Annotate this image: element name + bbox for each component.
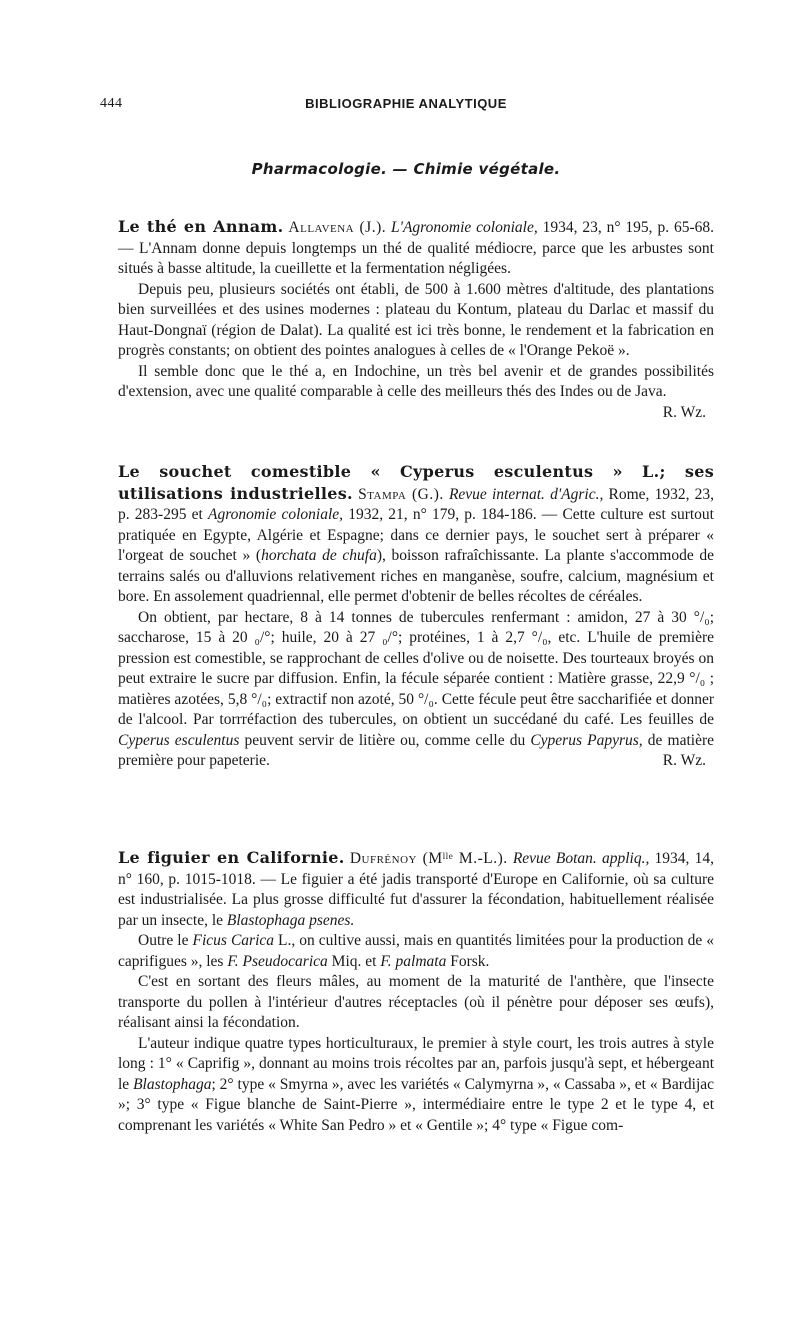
entry-text: Forsk. — [446, 952, 490, 970]
entry-text: ), boisson rafraîchissante. La plante s'accommode de terrains salés ou d'alluvions relativement riches en manganèse, soufre, calcium, magnésium et bore. En assolement quadriennal, elle permet d'obtenir de belles récoltes de céréales. — [118, 547, 714, 605]
entry-italic: F. palmata — [380, 952, 447, 970]
entry-italic: Blastophaga — [133, 1075, 212, 1093]
entry-paragraph — [118, 462, 714, 608]
entry-title: Le thé en Annam. — [118, 217, 284, 236]
entry-signature: R. Wz. — [662, 752, 706, 769]
entry-paragraph: Depuis peu, plusieurs sociétés ont établi, de 500 à 1.600 mètres d'altitude, des plantations bien surveillées et des usines modernes : plateau du Kontum, plateau du Darlac et massif du Haut-Dongnaï (région de Dalat). La qualité est ici très bonne, le rendement et la fabrication en progrès constants; on obtient des pointes analogues à celles de « l'Orange Pekoë ». — [118, 280, 714, 359]
entry-text: Il semble donc que le thé a, en Indochine, un très bel avenir et de grandes possibilités d'extension, avec une qualité comparable à celle des meilleurs thés des Indes ou de Java. — [118, 362, 714, 400]
entry-journal: L'Agronomie coloniale, — [391, 219, 538, 236]
entry-author: Allavena (J.). — [288, 219, 387, 236]
entry-paragraph: C'est en sortant des fleurs mâles, au moment de la maturité de l'anthère, que l'insecte transporte du pollen à l'intérieur d'autres réceptacles (où il pénètre pour déposer ses œufs), réalisant ainsi la fécondation. — [118, 973, 714, 1031]
entry-signature: R. Wz. — [662, 403, 706, 421]
entry-title: Le souchet comestible « Cyperus esculentus » L.; ses utilisations industrielles. — [118, 462, 714, 503]
entry-citation: 1932, 21, n° 179, p. 184-186. — [343, 506, 537, 523]
running-head — [100, 96, 712, 118]
bibliography-entry-souchet — [118, 462, 714, 772]
entry-author: Stampa (G.). — [358, 485, 444, 503]
entry-title: Le figuier en Californie. — [118, 848, 345, 867]
entry-text: — L'Annam donne depuis longtemps un thé de qualité médiocre, parce que les arbustes sont situés à basse altitude, la cueillette et la fermentation négligées. — [118, 239, 714, 277]
entry-paragraph — [118, 848, 714, 931]
entry-italic: F. Pseudocarica — [227, 952, 328, 970]
bibliography-entry-tea-annam — [118, 217, 714, 423]
entry-text: L., on cultive aussi, mais en quantités limitées pour la production de « caprifigues », les — [118, 932, 714, 970]
section-heading: Pharmacologie. — Chimie végétale. — [251, 160, 561, 178]
entry-paragraph — [118, 608, 714, 772]
entry-text: ; 2° type « Smyrna », avec les variétés « Calymyrna », « Cassaba », et « Bardijac »; 3° type « Figue blanche de Saint-Pierre », intermédiaire entre le type 2 et le type 4, et comprenant les variétés « White San Pedro » et « Gentile »; 4° type « Figue com- — [118, 1075, 715, 1134]
entry-citation: 1934, 14, n° 160, p. 1015-1018. — [118, 850, 715, 888]
entry-journal: Revue internat. d'Agric., — [448, 485, 604, 503]
entry-text: peuvent servir de litière ou, comme celle du — [239, 731, 531, 749]
entry-citation: Rome, 1932, 23, p. 283-295 et — [118, 485, 714, 523]
entry-citation: 1934, 23, n° 195, p. 65-68. — [537, 219, 714, 236]
entry-text: — Le figuier a été jadis transporté d'Europe en Californie, où sa culture est industrialisée. La plus grosse difficulté fut d'assurer la fécondation, habituellement réalisée par un insecte, le — [118, 870, 714, 929]
entry-text: Miq. et — [327, 952, 381, 970]
entry-paragraph — [118, 217, 714, 280]
entry-text: L'auteur indique quatre types horticulturaux, le premier à style court, les trois autres à style long : 1° « Caprifig », donnant au moins trois récoltes par an, parfois jusqu'à sept, et hébergeant le — [118, 1034, 714, 1093]
entry-italic: Cyperus esculentus — [118, 731, 240, 749]
entry-text: — Cette culture est surtout pratiquée en Egypte, Algérie et Espagne; dans ce dernier pays, le souchet sert à préparer « l'orgeat de souchet » ( — [118, 506, 714, 564]
entry-text: On obtient, par hectare, 8 à 14 tonnes de tubercules renfermant : amidon, 27 à 30 °/₀; saccharose, 15 à 20 ₀/°; huile, 20 à 27 ₀/°; protéines, 1 à 2,7 °/₀, etc. L'huile de première pression est comestible, se rapprochant de celles d'olive ou de noisette. Des tourteaux broyés on peut extraire le sucre par diffusion. Enfin, la fécule séparée contient : Matière grasse, 22,9 °/₀ ; matières azotées, 5,8 °/₀; extractif non azoté, 50 °/₀. Cette fécule peut être saccharifiée et donner de l'alcool. Par torrréfaction des tubercules, on obtient un succédané du café. Les feuilles de — [118, 608, 714, 728]
entry-text: Outre le — [138, 932, 193, 949]
running-title: BIBLIOGRAPHIE ANALYTIQUE — [305, 96, 507, 111]
entry-text: de matière première pour papeterie. — [118, 731, 714, 769]
entry-italic: Cyperus Papyrus, — [530, 731, 643, 749]
entry-italic: Blastophaga psenes. — [226, 911, 355, 929]
entry-journal: Revue Botan. appliq., — [512, 850, 650, 867]
entry-italic: Ficus Carica — [192, 932, 275, 949]
entry-paragraph — [118, 931, 714, 972]
entry-author: Dufrénoy (Mˡˡᵉ M.-L.). — [349, 850, 508, 867]
entry-paragraph — [118, 362, 714, 421]
entry-italic: horchata de chufa — [261, 547, 377, 564]
entry-paragraph — [118, 1034, 714, 1137]
bibliography-entry-figuier — [118, 848, 714, 1136]
page-number: 444 — [100, 96, 123, 111]
entry-journal-2: Agronomie coloniale, — [208, 506, 344, 523]
